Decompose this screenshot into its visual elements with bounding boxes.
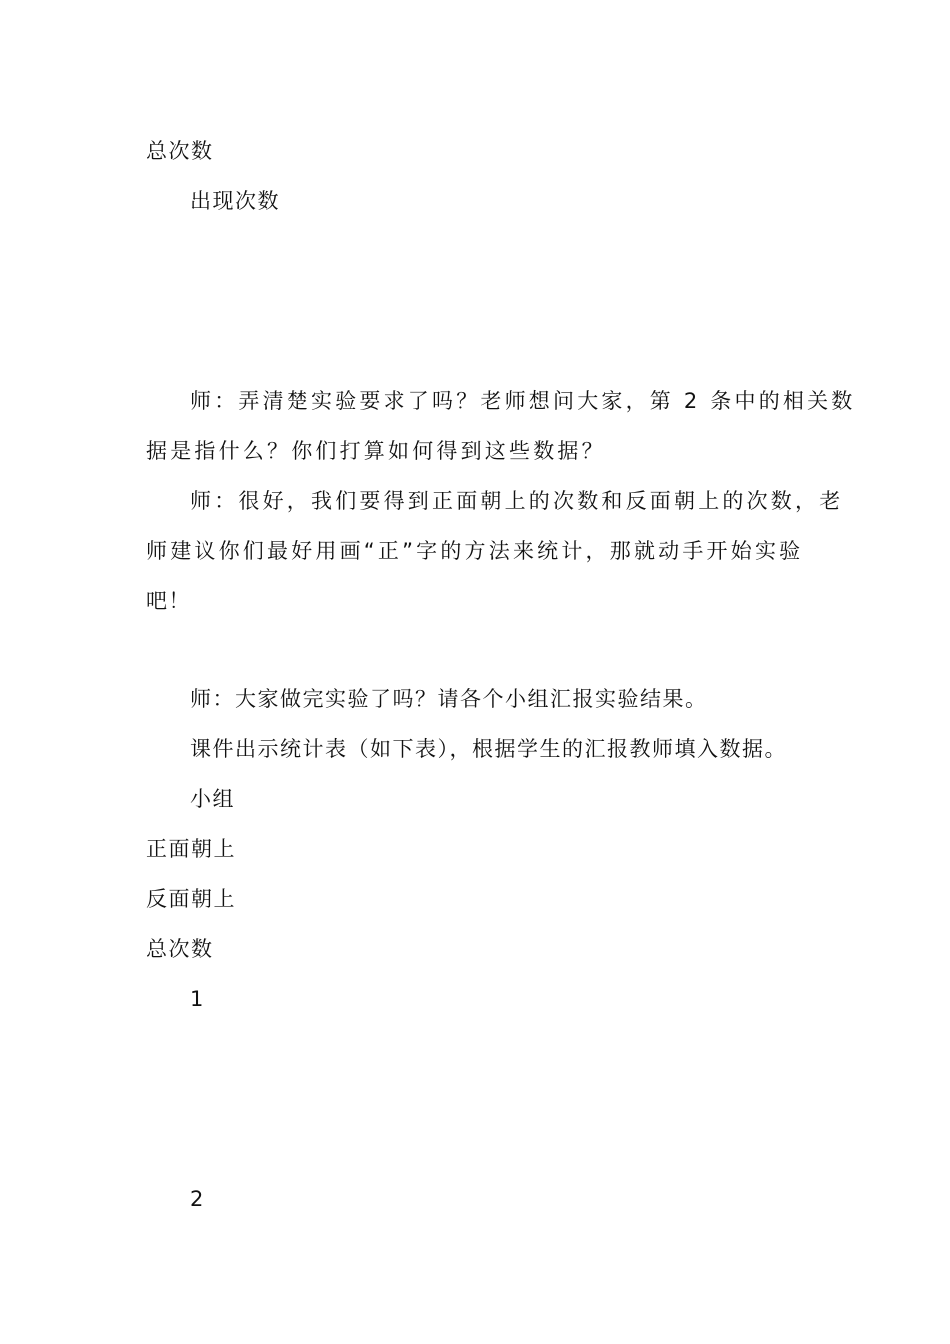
paragraph-courseware-table: 课件出示统计表（如下表），根据学生的汇报教师填入数据。 [190, 737, 787, 761]
paragraph-teacher-advice-line-2: 师建议你们最好用画“正”字的方法来统计，那就动手开始实验 [146, 539, 804, 563]
table-header-tails-up: 反面朝上 [146, 887, 236, 911]
table-row-group-1: 1 [190, 987, 205, 1011]
table-header-total: 总次数 [146, 937, 214, 961]
paragraph-teacher-question-line-2: 据是指什么？你们打算如何得到这些数据？ [146, 439, 606, 463]
table-header-heads-up: 正面朝上 [146, 837, 236, 861]
paragraph-teacher-report-request: 师：大家做完实验了吗？请各个小组汇报实验结果。 [190, 687, 708, 711]
table-cell-occurrence-count: 出现次数 [190, 189, 280, 213]
paragraph-teacher-advice-line-1: 师：很好，我们要得到正面朝上的次数和反面朝上的次数，老 [190, 489, 844, 513]
table-header-group: 小组 [190, 787, 235, 811]
paragraph-teacher-question-line-1: 师：弄清楚实验要求了吗？老师想问大家，第 2 条中的相关数 [190, 389, 856, 413]
paragraph-teacher-advice-line-3: 吧！ [146, 589, 191, 613]
table-cell-total-count: 总次数 [146, 139, 214, 163]
table-row-group-2: 2 [190, 1187, 205, 1211]
